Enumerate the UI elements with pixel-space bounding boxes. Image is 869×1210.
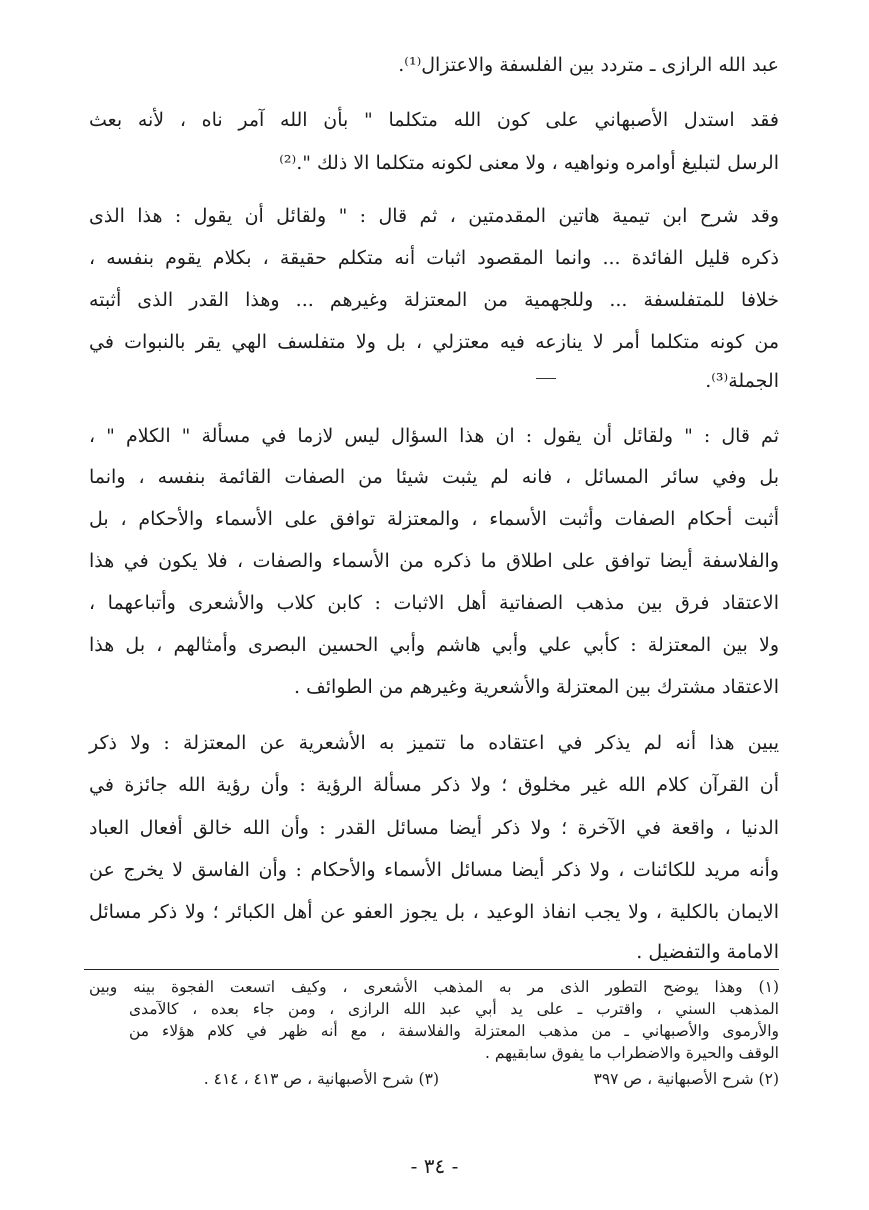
text-line-14: ولا بين المعتزلة : كأبي علي وأبي هاشم وأبي الحسين البصرى وأمثالهم ، بل هذا [89, 634, 779, 656]
text-line-21: الامامة والتفضيل . [636, 941, 779, 963]
text-line-2: فقد استدل الأصبهاني على كون الله متكلما " بأن الله آمر ناه ، لأنه بعث [89, 109, 779, 131]
text-line-15: الاعتقاد مشترك بين المعتزلة والأشعرية وغيرهم من الطوائف . [294, 676, 779, 698]
footnote-3: (٣) شرح الأصبهانية ، ص ٤١٣ ، ٤١٤ . [203, 1070, 439, 1088]
footnote-2: (٢) شرح الأصبهانية ، ص ٣٩٧ [593, 1070, 779, 1088]
stray-dash-mark [536, 378, 556, 379]
footnote-1-line-2: المذهب السني ، واقترب ـ على يد أبي عبد الله الرازى ، ومن جاء بعده ، كالآمدى [129, 1000, 779, 1018]
text-line-19: وأنه مريد للكائنات ، ولا ذكر أيضا مسائل الأسماء والأحكام : وأن الفاسق لا يخرج عن [89, 859, 779, 881]
text-line-16: يبين هذا أنه لم يذكر في اعتقاده ما تتميز به الأشعرية عن المعتزلة : ولا ذكر [89, 732, 779, 754]
text-line-9: ثم قال : " ولقائل أن يقول : ان هذا السؤال ليس لازما في مسألة " الكلام " ، [89, 425, 779, 447]
text-line-17: أن القرآن كلام الله غير مخلوق ؛ ولا ذكر مسألة الرؤية : وأن رؤية الله جائزة في [89, 774, 779, 796]
text-line-12: والفلاسفة أيضا توافق على اطلاق ما ذكره من الأسماء والصفات ، فلا يكون في هذا [89, 550, 779, 572]
footnote-1-line-4: الوقف والحيرة والاضطراب ما يفوق سابقيهم . [484, 1044, 779, 1062]
text-line-6: خلافا للمتفلسفة ... وللجهمية من المعتزلة وغيرهم ... وهذا القدر الذى أثبته [89, 289, 779, 311]
text-line-4: وقد شرح ابن تيمية هاتين المقدمتين ، ثم قال : " ولقائل أن يقول : هذا الذى [89, 205, 779, 227]
text-line-20: الايمان بالكلية ، ولا يجب انفاذ الوعيد ، بل يجوز العفو عن أهل الكبائر ؛ ولا ذكر مسائل [89, 901, 779, 923]
footnote-1-line-1: (١) وهذا يوضح التطور الذى مر به المذهب الأشعرى ، وكيف اتسعت الفجوة بينه وبين [89, 978, 779, 996]
text-line-1: عبد الله الرازى ـ متردد بين الفلسفة والاعتزال⁽¹⁾. [398, 54, 779, 76]
text-line-5: ذكره قليل الفائدة ... وانما المقصود اثبات أنه متكلم حقيقة ، بكلام يقوم بنفسه ، [89, 247, 779, 269]
page-number: - ٣٤ - [410, 1154, 459, 1178]
text-line-10: بل وفي سائر المسائل ، فانه لم يثبت شيئا من الصفات القائمة بنفسه ، وانما [89, 466, 779, 488]
text-line-7: من كونه متكلما أمر لا ينازعه فيه معتزلي ، بل ولا متفلسف الهي يقر بالنبوات في [89, 331, 779, 353]
text-line-8: الجملة⁽³⁾. [705, 370, 779, 392]
text-line-3: الرسل لتبليغ أوامره ونواهيه ، ولا معنى لكونه متكلما الا ذلك ".⁽²⁾ [279, 152, 779, 174]
text-line-13: الاعتقاد فرق بين مذهب الصفاتية أهل الاثبات : كابن كلاب والأشعرى وأتباعهما ، [89, 592, 779, 614]
footnote-1-line-3: والأرموى والأصبهاني ـ من مذهب المعتزلة والفلاسفة ، مع أنه ظهر في كلام هؤلاء من [129, 1022, 779, 1040]
text-line-11: أثبت أحكام الصفات وأثبت الأسماء ، والمعتزلة توافق على الأسماء والأحكام ، بل [89, 508, 779, 530]
text-line-18: الدنيا ، واقعة في الآخرة ؛ ولا ذكر أيضا مسائل القدر : وأن الله خالق أفعال العباد [89, 817, 779, 839]
footnote-separator [84, 969, 779, 970]
